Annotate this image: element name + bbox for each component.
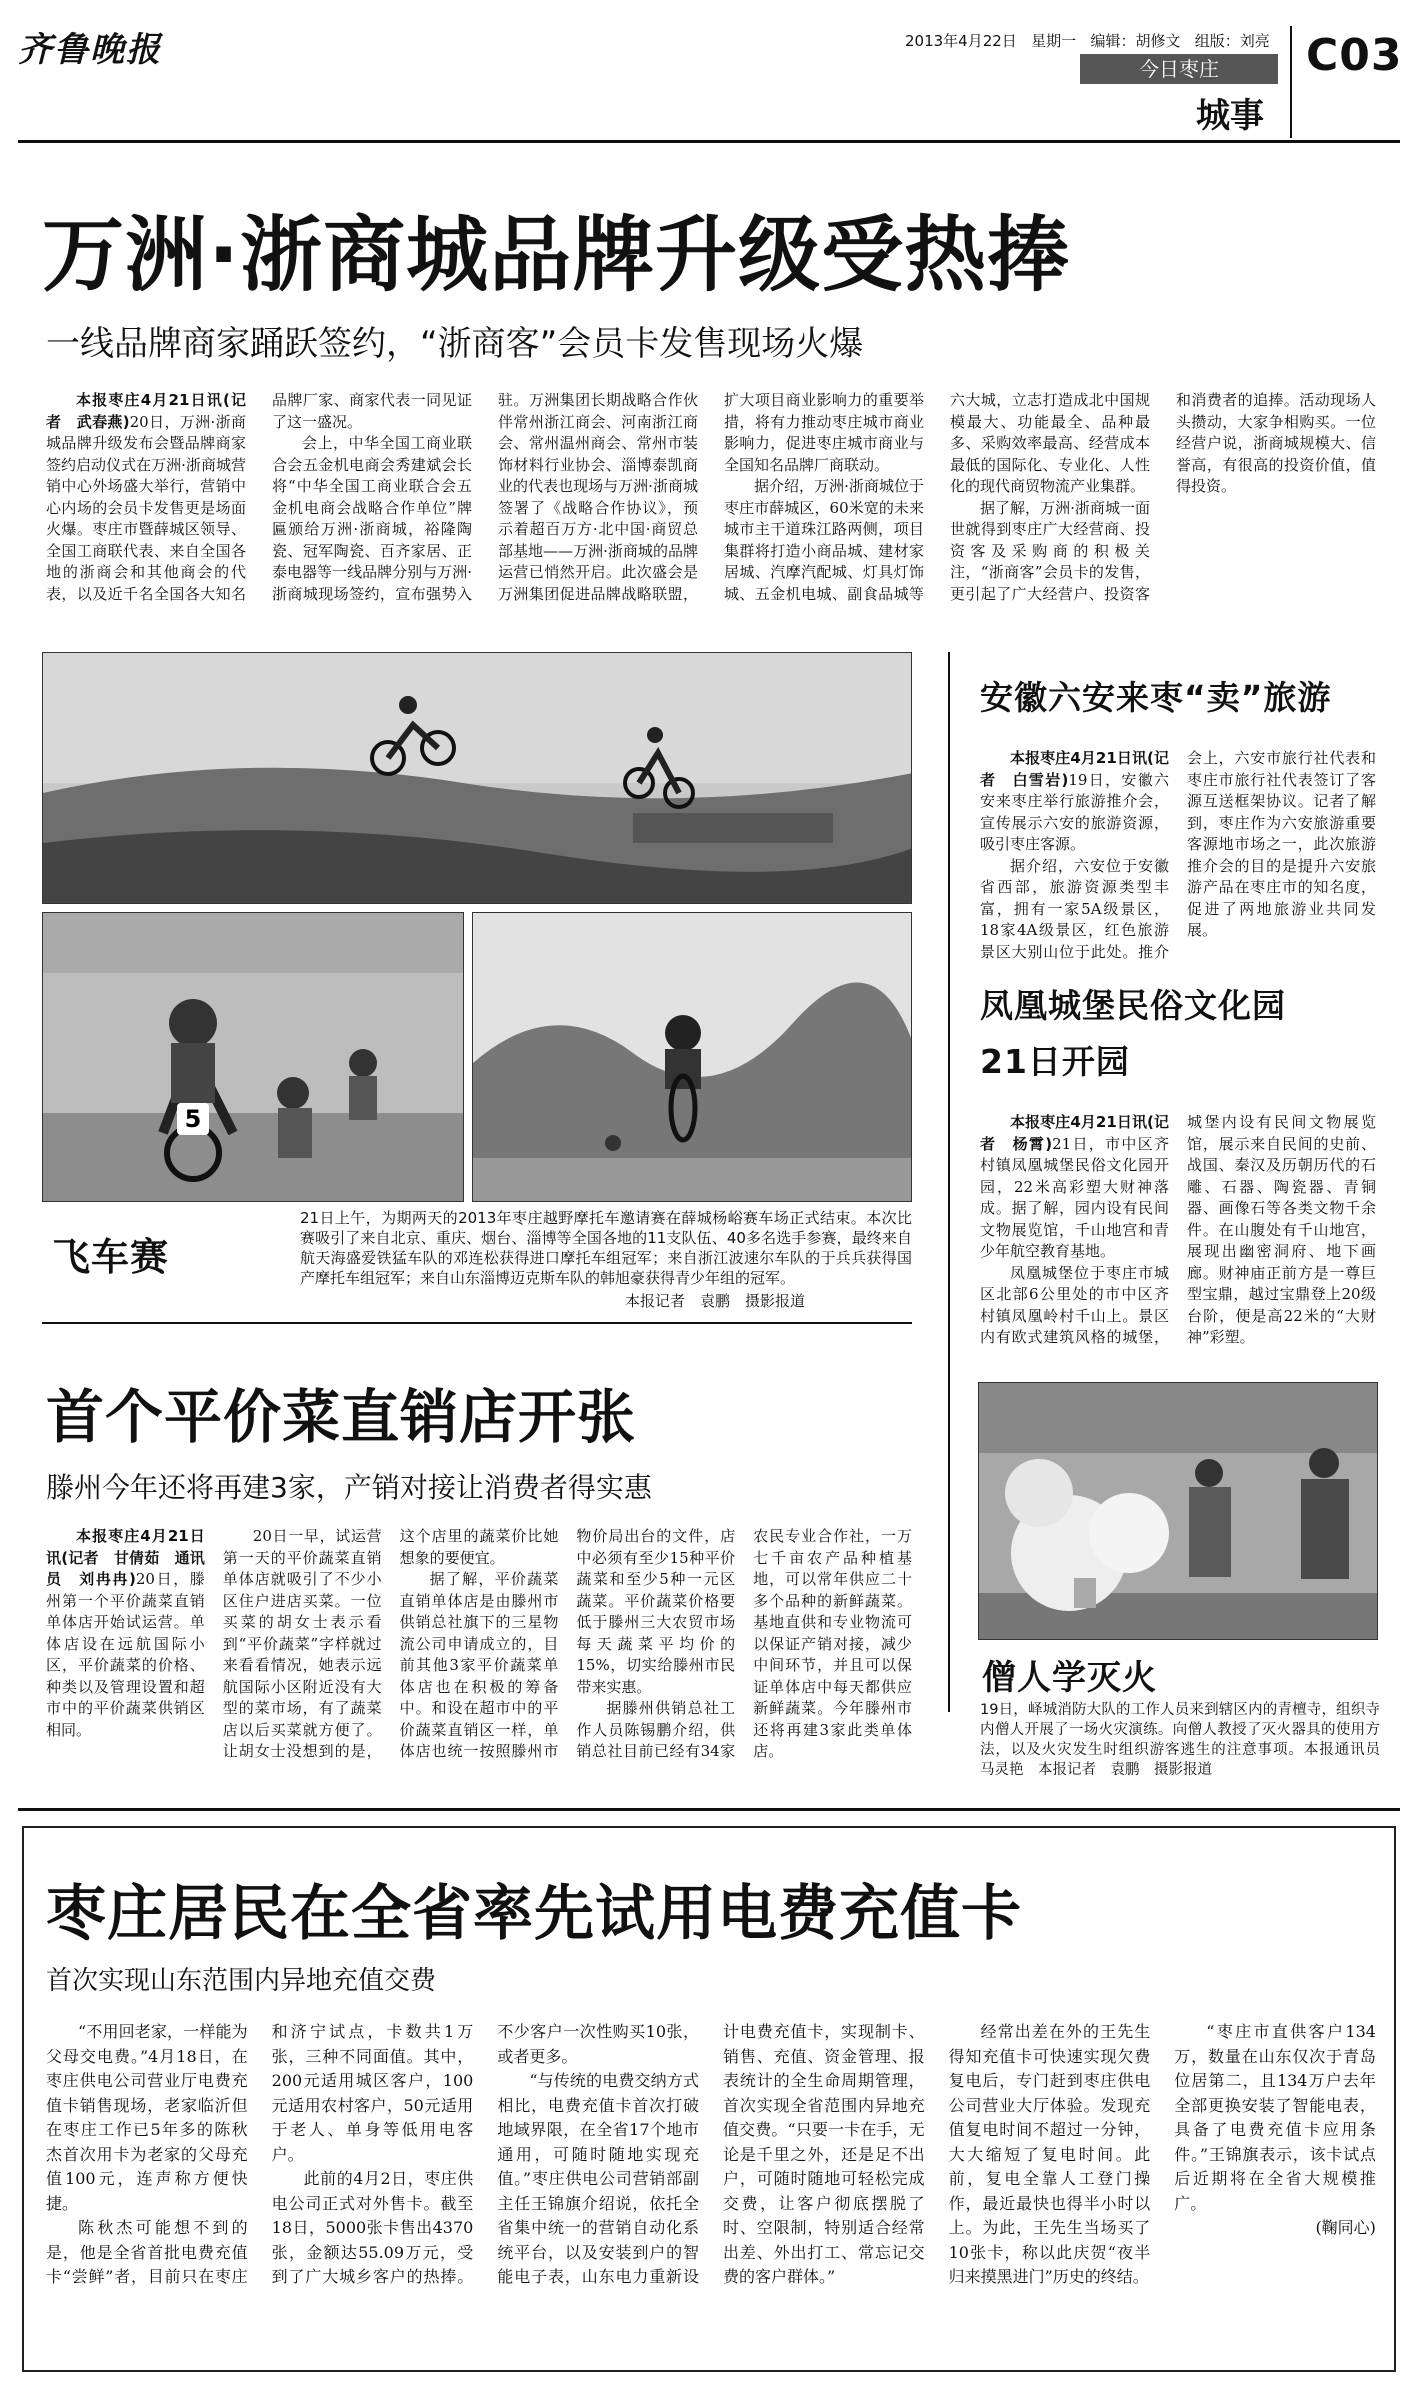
- anhui-para-2: 据介绍，六安位于安徽省西部，旅游资源类型丰富，拥有一家5A级景区，18家4A级景区，红色旅游景区大别山位于此处。推介会上，六安市旅行社代表和枣庄市旅行社代表签订了客源互送框架协议。记者了解到，枣庄作为六安旅游重要客源地市场之一，此次旅游推介会的目的是提升六安旅游产品在枣庄市的知名度，促进了两地旅游业共同发展。: [980, 749, 1376, 961]
- masthead-divider: [1290, 26, 1292, 138]
- story2-para-4: 据滕州供销总社工作人员陈锡鹏介绍，供销总社目前已经有34家农民专业合作社，一万七千亩农产品种植基地，可以常年供应二十多个品种的新鲜蔬菜。基地直供和专业物流可以保证产销对接，减少中间环节，并且可以保证单体店中每天都供应新鲜蔬菜。今年滕州市还将再建3家此类单体店。: [576, 1527, 912, 1760]
- story-section-rule: [18, 1808, 1400, 1811]
- story2-headline: 首个平价菜直销店开张: [46, 1383, 637, 1451]
- motocross-caption: 21日上午，为期两天的2013年枣庄越野摩托车邀请赛在薛城杨峪赛车场正式结束。本次比赛吸引了来自北京、重庆、烟台、淄博等全国各地的11支队伍、40多名选手参赛，最终来自航天海盛爱铁猛车队的邓连松获得进口摩托车组冠军；来自浙江波速尔车队的于兵兵获得国产摩托车组冠军；来自山东淄博迈克斯车队的韩旭豪获得青少年组的冠军。: [300, 1209, 912, 1287]
- motocross-title: 飞车赛: [52, 1235, 170, 1279]
- right-column-divider: [948, 652, 950, 1712]
- monk-title: 僧人学灭火: [982, 1658, 1157, 1698]
- story2-body: [46, 1526, 912, 1788]
- motocross-photo-airborne: [472, 912, 912, 1202]
- newspaper-logo: 齐鲁晚报: [18, 30, 162, 70]
- story1-para-2: 会上，中华全国工商业联合会五金机电商会秀建斌会长将“中华全国工商业联合会五金机电商会战略合作单位”牌匾颁给万洲·浙商城，裕隆陶瓷、冠军陶瓷、百齐家居、正泰电器等一线品牌分别与万洲·浙商城现场签约，宣布强势入驻。万洲集团长期战略合作伙伴常州浙江商会、河南浙江商会、常州温州商会、常州市装饰材料行业协会、淄博泰凯商业的代表也现场与万洲·浙商城签署了《战略合作协议》，预示着超百万方·北中国·商贸总部基地——万洲·浙商城的品牌运营已悄然开启。此次盛会是万洲集团促进品牌战略联盟，扩大项目商业影响力的重要举措，将有力推动枣庄城市商业影响力，促进枣庄城市商业与全国知名品牌厂商联动。: [272, 391, 924, 603]
- story2-subhead: 滕州今年还将再建3家，产销对接让消费者得实惠: [46, 1471, 652, 1504]
- motocross-credit: 本报记者 袁鹏 摄影报道: [625, 1292, 806, 1310]
- issue-weekday: 星期一: [1031, 32, 1077, 50]
- story2-byline: 本报枣庄4月21日讯(记者 甘倩茹 通讯员 刘冉冉): [46, 1527, 205, 1588]
- motocross-bottom-rule: [42, 1322, 912, 1324]
- anhui-para-1: 19日，安徽六安来枣庄举行旅游推介会，宣传展示六安的旅游资源，吸引枣庄客源。: [980, 770, 1170, 853]
- story1-subhead: 一线品牌商家踊跃签约，“浙商客”会员卡发售现场火爆: [46, 324, 864, 364]
- story3-para-1: “不用回老家，一样能为父母交电费。”4月18日，在枣庄供电公司营业厅电费充值卡销售现场，老家临沂但在枣庄工作已5年多的陈秋杰首次用卡为老家的父母充值100元，连声称方便快捷。: [46, 2022, 248, 2213]
- story3-para-3: 此前的4月2日，枣庄供电公司正式对外售卡。截至18日，5000张卡售出4370张，金额达55.09万元，受到了广大城乡客户的热捧。不少客户一次性购买10张，或者更多。: [271, 2022, 699, 2286]
- story2-para-3: 据了解，平价蔬菜直销单体店是由滕州市供销总社旗下的三星物流公司申请成立的，目前其他3家平价蔬菜单体店也在积极的筹备中。和设在超市中的平价蔬菜直销区一样，单体店也统一按照滕州市物价局出台的文件，店中必须有至少15种平价蔬菜和至少5种一元区蔬菜。平价蔬菜价格要低于滕州三大农贸市场每天蔬菜平均价的15%，切实给滕州市民带来实惠。: [399, 1527, 736, 1760]
- motocross-photo-jumps: [42, 652, 912, 904]
- phoenix-byline: 本报枣庄4月21日讯(记者 杨霄): [980, 1113, 1169, 1153]
- issue-date: 2013年4月22日: [905, 32, 1017, 50]
- issue-info: [905, 30, 1270, 51]
- story1-byline: 本报枣庄4月21日讯(记者 武春燕): [46, 391, 246, 431]
- phoenix-para-1: 21日，市中区齐村镇凤凰城堡民俗文化园开园，22米高彩塑大财神落成。据了解，园内设有民间文物展览馆，千山地宫和青少年航空教育基地。: [980, 1134, 1169, 1260]
- story3-signature: (鞠同心): [1315, 2218, 1376, 2237]
- motocross-scene-airborne: [473, 913, 912, 1202]
- monk-fire-drill-photo: [978, 1382, 1378, 1640]
- phoenix-headline-1: 凤凰城堡民俗文化园: [980, 986, 1286, 1025]
- monk-credit: 本报通讯员 马灵艳 本报记者 袁鹏 摄影报道: [980, 1742, 1395, 1778]
- masthead-rule: [18, 140, 1400, 143]
- section-title: 城事: [1196, 96, 1264, 136]
- story1-headline: 万洲·浙商城品牌升级受热捧: [42, 208, 1071, 303]
- story1-body: [46, 390, 1376, 610]
- story2-para-2: 20日一早，试运营第一天的平价蔬菜直销单体店就吸引了不少小区住户进店买菜。一位买菜的胡女士表示看到“平价蔬菜”字样就过来看看情况，她表示远航国际小区附近没有大型的菜市场，有了蔬菜店以后买菜就方便了。让胡女士没想到的是，这个店里的蔬菜价比她想象的要便宜。: [222, 1527, 559, 1760]
- page-number: C03: [1306, 30, 1403, 81]
- story1-para-4: 据了解，万洲·浙商城一面世就得到枣庄广大经营商、投资客及采购商的积极关注，“浙商客”会员卡的发售，更引起了广大经营户、投资客和消费者的追捧。活动现场人头攒动，大家争相购买。一位经营户说，浙商城规模大、信誉高，有很高的投资价值，值得投资。: [950, 391, 1376, 603]
- motocross-photo-racers: [42, 912, 464, 1202]
- rider-number-plate: 5: [177, 1103, 209, 1135]
- phoenix-body: [980, 1112, 1376, 1364]
- anhui-headline: 安徽六安来枣“卖”旅游: [980, 678, 1332, 717]
- story2-para-1: 20日，滕州第一个平价蔬菜直销单体店开始试运营。单体店设在远航国际小区，平价蔬菜的价格、种类以及管理设置和超市中的平价蔬菜供销区相同。: [46, 1570, 205, 1739]
- story1-para-1: 20日，万洲·浙商城品牌升级发布会暨品牌商家签约启动仪式在万洲·浙商城营销中心外场盛大举行，营销中心内场的会员卡发售更是场面火爆。枣庄市暨薛城区领导、全国工商联代表、来自全国各地的浙商会和其他商会的代表，以及近千名全国各大知名品牌厂家、商家代表一同见证了这一盛况。: [46, 391, 472, 603]
- monk-caption: [980, 1700, 1395, 1780]
- motocross-scene-jumps: [43, 653, 912, 904]
- story1-para-3: 据介绍，万洲·浙商城位于枣庄市薛城区，60米宽的未来城市主干道珠江路两侧，项目集群将打造小商品城、建材家居城、汽摩汽配城、灯具灯饰城、五金机电城、副食品城等六大城，立志打造成北中国规模最大、功能最全、品种最多、采购效率最高、经营成本最低的国际化、专业化、人性化的现代商贸物流产业集群。: [724, 391, 1150, 603]
- story3-para-2: 陈秋杰可能想不到的是，他是全省首批电费充值卡“尝鲜”者，目前只在枣庄和济宁试点，卡数共1万张，三种不同面值。其中，200元适用城区客户，100元适用农村客户，50元适用于老人、单身等低用电客户。: [46, 2022, 474, 2286]
- story3-para-4: “与传统的电费交纳方式相比，电费充值卡首次打破地域界限，在全省17个地市通用，可随时随地实现充值。”枣庄供电公司营销部副主任王锦旗介绍说，依托全省集中统一的营销自动化系统平台，以及安装到户的智能电子表，山东电力重新设计电费充值卡，实现制卡、销售、充值、资金管理、报表统计的全生命周期管理，首次实现全省范围内异地充值交费。“只要一卡在手，无论是千里之外，还是足不出户，可随时随地可轻松完成交费，让客户彻底摆脱了时、空限制，特别适合经常出差、外出打工、常忘记交费的客户群体。”: [497, 2022, 925, 2286]
- anhui-byline: 本报枣庄4月21日讯(记者 白雪岩): [980, 749, 1169, 789]
- editor-credit: 编辑：胡修文: [1090, 32, 1181, 50]
- story3-para-5: 经常出差在外的王先生得知充值卡可快速实现欠费复电后，专门赶到枣庄供电公司营业大厅体验。发现充值复电时间不超过一分钟，大大缩短了复电时间。此前，复电全靠人工登门操作，最近最快也得半小时以上。为此，王先生当场买了10张卡，称以此庆贺“夜半归来摸黑进门”历史的终结。: [948, 2022, 1151, 2286]
- layout-credit: 组版：刘亮: [1194, 32, 1270, 50]
- phoenix-headline-2: 21日开园: [980, 1042, 1130, 1081]
- phoenix-para-2: 凤凰城堡位于枣庄市城区北部6公里处的市中区齐村镇凤凰岭村千山上。景区内有欧式建筑风格的城堡，城堡内设有民间文物展览馆，展示来自民间的史前、战国、秦汉及历朝历代的石雕、石器、陶瓷器、青铜器、画像石等各类文物千余件。在山腹处有千山地宫，展现出幽密洞府、地下画廊。财神庙正前方是一尊巨型宝鼎，越过宝鼎登上20级台阶，便是高22米的“大财神”彩塑。: [980, 1113, 1376, 1346]
- story3-subhead: 首次实现山东范围内异地充值交费: [46, 1966, 437, 1996]
- motocross-scene-racers: [43, 913, 464, 1202]
- story3-para-6: “枣庄市直供客户134万，数量在山东仅次于青岛位居第二，且134万户去年全部更换安装了智能电表，具备了电费充值卡应用条件。”王锦旗表示，该卡试点后近期将在全省大规模推广。: [1174, 2022, 1376, 2213]
- monk-caption-text: 19日，峄城消防大队的工作人员来到辖区内的青檀寺，组织寺内僧人开展了一场火灾演练。向僧人教授了灭火器具的使用方法，以及火灾发生时组织游客逃生的注意事项。: [980, 1702, 1380, 1758]
- monk-fire-drill-scene: [979, 1383, 1378, 1640]
- section-tab: 今日枣庄: [1080, 54, 1278, 84]
- story3-body: [46, 2020, 1376, 2360]
- story3-headline: 枣庄居民在全省率先试用电费充值卡: [46, 1879, 1022, 1949]
